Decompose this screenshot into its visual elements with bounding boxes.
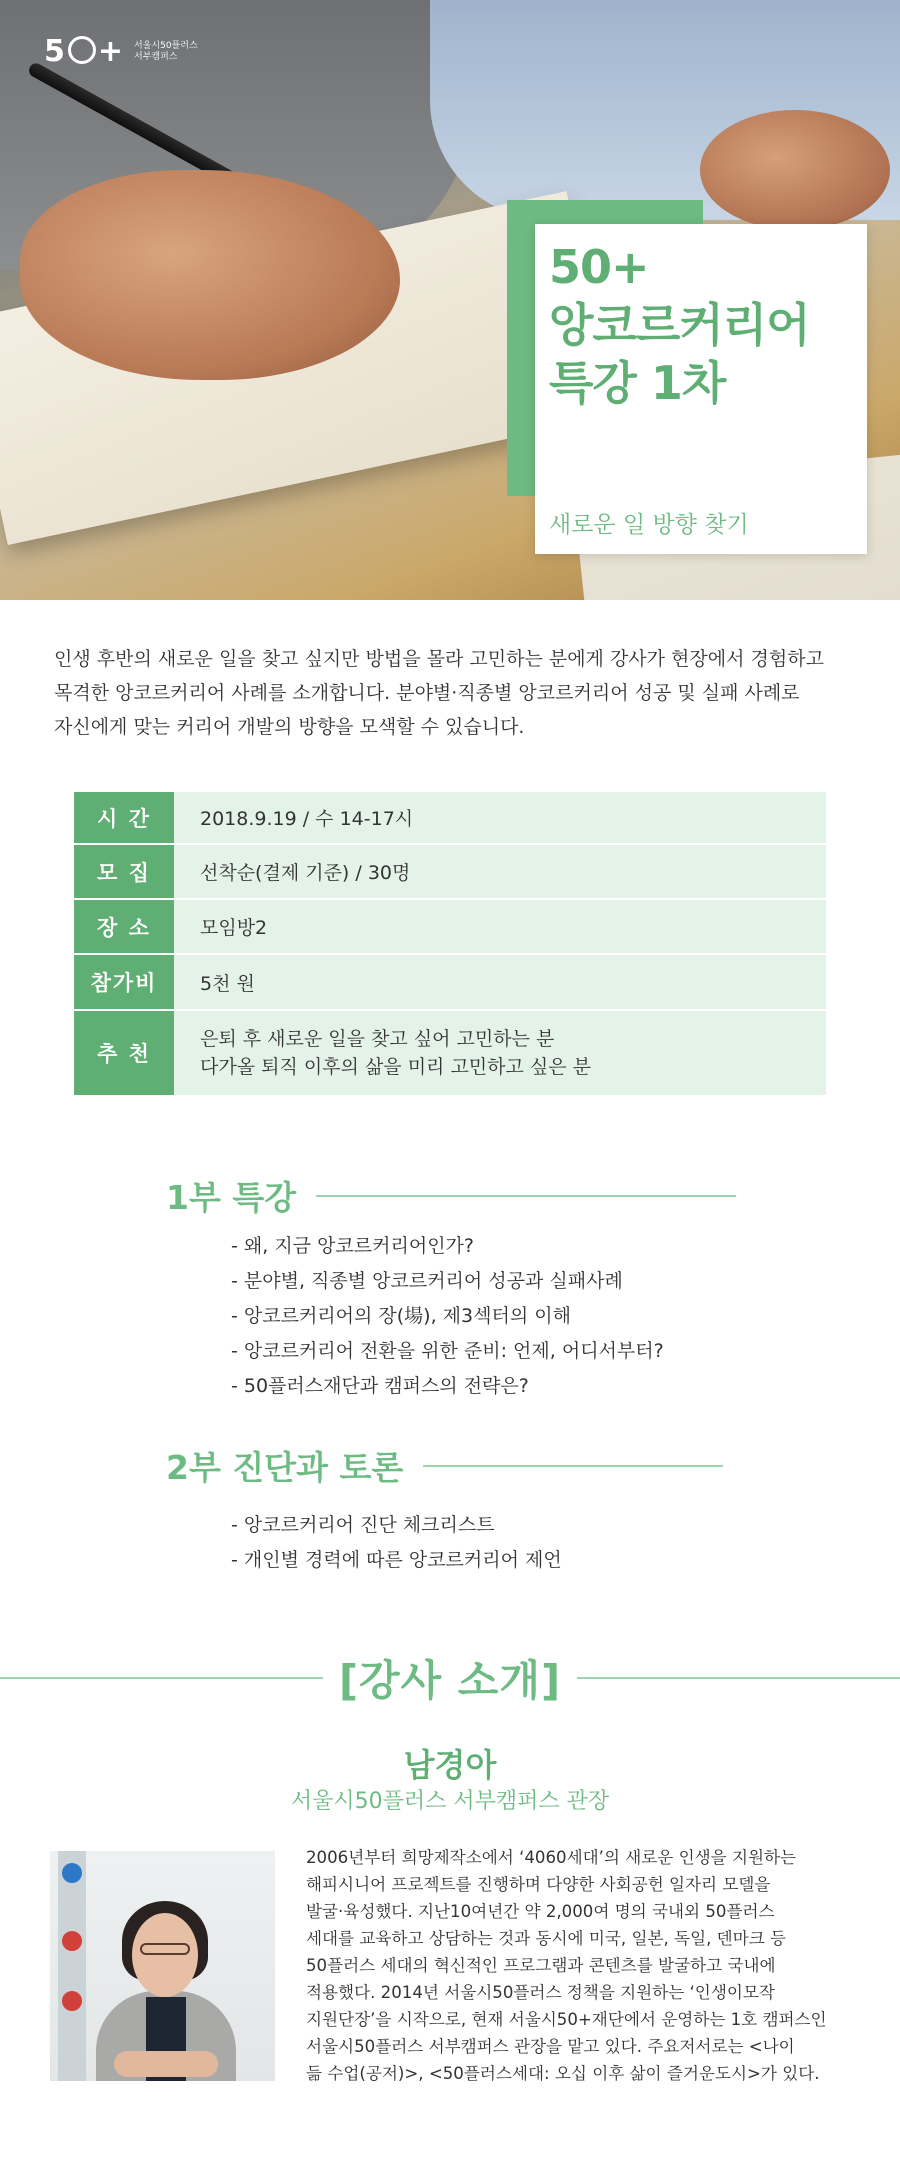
part2-heading (166, 1442, 723, 1489)
speaker-section-title: [강사 소개] (338, 1656, 562, 1705)
bio-line: 세대를 교육하고 상담하는 것과 동시에 미국, 일본, 독일, 덴마크 등 (306, 1929, 787, 1948)
speaker-bio (306, 1844, 866, 2087)
bio-line: 50플러스 세대의 혁신적인 프로그램과 콘텐츠를 발굴하고 국내에 (306, 1956, 776, 1975)
list-item: - 앙코르커리어 전환을 위한 준비: 언제, 어디서부터? (231, 1340, 664, 1362)
part1-heading (166, 1172, 736, 1219)
logo-ring-icon (68, 36, 96, 64)
info-row-recruit (74, 844, 826, 899)
part1-divider (316, 1195, 736, 1197)
part2-title: 2부 진단과 토론 (166, 1448, 404, 1487)
page-subtitle: 새로운 일 방향 찾기 (549, 512, 749, 538)
bio-line: 지원단장’을 시작으로, 현재 서울시50+재단에서 운영하는 1호 캠퍼스인 (306, 2010, 827, 2029)
info-row-place (74, 899, 826, 954)
list-item: - 개인별 경력에 따른 앙코르커리어 제언 (231, 1549, 562, 1571)
speaker-role: 서울시50플러스 서부캠퍼스 관장 (290, 1789, 610, 1814)
logo-mark: 5 + (44, 34, 125, 69)
part2-divider (423, 1465, 723, 1467)
recommend-line: 은퇴 후 새로운 일을 찾고 싶어 고민하는 분 (200, 1028, 555, 1050)
list-item: - 50플러스재단과 캠퍼스의 전략은? (231, 1375, 529, 1397)
speaker-name: 남경아 (403, 1746, 497, 1784)
intro-line: 자신에게 맞는 커리어 개발의 방향을 모색할 수 있습니다. (54, 716, 525, 738)
logo-text-line-2: 서부캠퍼스 (134, 51, 178, 62)
info-value-recruit: 선착순(결제 기준) / 30명 (174, 844, 826, 899)
info-row-fee (74, 954, 826, 1010)
info-row-time (74, 792, 826, 844)
info-label-time: 시 간 (74, 792, 174, 844)
intro-line: 목격한 앙코르커리어 사례를 소개합니다. 분야별·직종별 앙코르커리어 성공 및 실패 사례로 (54, 682, 800, 704)
info-label-recommend: 추 천 (74, 1010, 174, 1096)
recommend-line: 다가올 퇴직 이후의 삶을 미리 고민하고 싶은 분 (200, 1056, 592, 1078)
info-label-place: 장 소 (74, 899, 174, 954)
intro-text (54, 642, 854, 744)
glasses-icon (140, 1943, 190, 1955)
title-line-3: 특강 1차 (549, 356, 726, 410)
speaker-divider-left (0, 1677, 323, 1679)
part1-title: 1부 특강 (166, 1178, 297, 1217)
info-row-recommend (74, 1010, 826, 1096)
photo-background-strip (58, 1851, 86, 2081)
event-info-table (74, 792, 826, 1097)
info-label-recruit: 모 집 (74, 844, 174, 899)
bio-line: 듦 수업(공저)>, <50플러스세대: 오십 이후 삶이 즐거운도시>가 있다. (306, 2064, 820, 2083)
speaker-heading (0, 1648, 900, 1708)
intro-line: 인생 후반의 새로운 일을 찾고 싶지만 방법을 몰라 고민하는 분에게 강사가 현장에서 경험하고 (54, 648, 824, 670)
photo-background-dot (62, 1863, 82, 1883)
photo-background-dot (62, 1931, 82, 1951)
info-label-fee: 참가비 (74, 954, 174, 1010)
page-title (549, 238, 859, 412)
list-item: - 분야별, 직종별 앙코르커리어 성공과 실패사례 (231, 1270, 623, 1292)
title-line-1: 50+ (549, 240, 649, 294)
campus-logo[interactable] (44, 34, 198, 69)
photo-background-dot (62, 1991, 82, 2011)
hero-photo-hand-right (700, 110, 890, 230)
logo-text (134, 41, 198, 63)
title-card (535, 224, 867, 554)
speaker-divider-right (577, 1677, 900, 1679)
hero-banner (0, 0, 900, 600)
bio-line: 발굴·육성했다. 지난10여년간 약 2,000여 명의 국내외 50플러스 (306, 1902, 775, 1921)
list-item: - 앙코르커리어 진단 체크리스트 (231, 1514, 495, 1536)
bio-line: 2006년부터 희망제작소에서 ‘4060세대’의 새로운 인생을 지원하는 (306, 1848, 797, 1867)
part2-list (231, 1508, 562, 1578)
speaker-photo (50, 1851, 275, 2081)
info-value-time: 2018.9.19 / 수 14-17시 (174, 792, 826, 844)
logo-text-line-1: 서울시50플러스 (134, 40, 198, 51)
photo-face (132, 1913, 198, 1997)
title-line-2: 앙코르커리어 (549, 298, 810, 352)
info-value-recommend (174, 1010, 826, 1096)
photo-hands (114, 2051, 218, 2077)
list-item: - 앙코르커리어의 장(場), 제3섹터의 이해 (231, 1305, 571, 1327)
bio-line: 해피시니어 프로젝트를 진행하며 다양한 사회공헌 일자리 모델을 (306, 1875, 771, 1894)
info-value-fee: 5천 원 (174, 954, 826, 1010)
list-item: - 왜, 지금 앙코르커리어인가? (231, 1235, 474, 1257)
bio-line: 적용했다. 2014년 서울시50플러스 정책을 지원하는 ‘인생이모작 (306, 1983, 775, 2002)
bio-line: 서울시50플러스 서부캠퍼스 관장을 맡고 있다. 주요저서로는 <나이 (306, 2037, 795, 2056)
part1-list (231, 1229, 664, 1404)
info-value-place: 모임방2 (174, 899, 826, 954)
